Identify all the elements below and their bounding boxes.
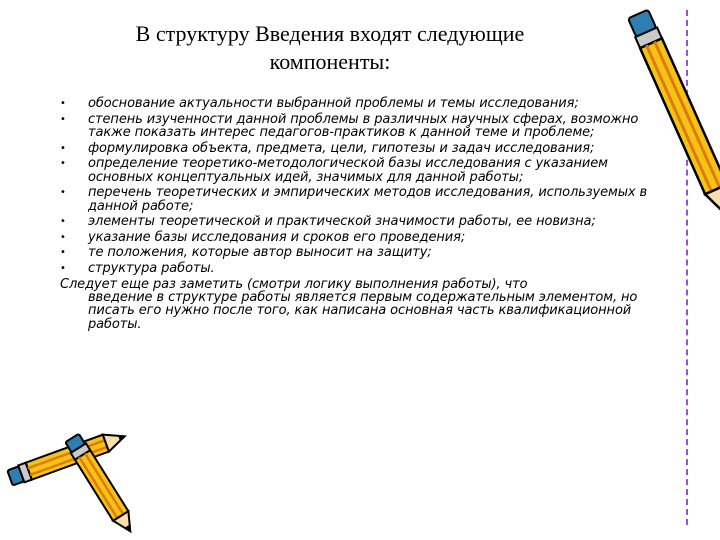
closing-first-line: Следует еще раз заметить (смотри логику выполнения работы), что: [60, 276, 528, 292]
title-line-2: компоненты:: [269, 49, 391, 74]
list-item: • обоснование актуальности выбранной проблемы и темы исследования;: [60, 96, 579, 111]
bullet-icon: •: [60, 247, 66, 259]
title-line-1: В структуру Введения входят следующие: [135, 21, 525, 46]
list-item: • определение теоретико-методологической базы исследования с указанием основных концептуальных идей, значимых для данной работы;: [60, 156, 608, 185]
bullet-icon: •: [60, 262, 66, 274]
bullet-icon: •: [60, 216, 66, 228]
closing-continuation: введение в структуре работы является первым содержательным элементом, но писать его нужно после того, как написана основная часть квалификационной работы.: [88, 289, 638, 332]
list-item: • указание базы исследования и сроков его проведения;: [60, 229, 466, 245]
list-item: • степень изученности данной проблемы в различных научных сферах, возможно также показать интерес педагогов-практиков к данной теме и проблеме;: [60, 111, 639, 140]
bullet-icon: •: [60, 98, 66, 109]
bullet-icon: •: [60, 158, 66, 170]
bullet-icon: •: [60, 231, 66, 243]
list-item: • те положения, которые автор выносит на защиту;: [60, 245, 432, 261]
bullet-icon: •: [60, 113, 66, 125]
bullet-icon: •: [60, 187, 66, 199]
list-item: • элементы теоретической и практической значимости работы, ее новизна;: [60, 214, 596, 230]
list-item: • перечень теоретических и эмпирических методов исследования, используемых в данной работе;: [60, 185, 648, 214]
list-item: • формулировка объекта, предмета, цели, гипотезы и задач исследования;: [60, 140, 595, 156]
bullet-icon: •: [60, 142, 66, 154]
list-item: • структура работы.: [60, 260, 215, 276]
